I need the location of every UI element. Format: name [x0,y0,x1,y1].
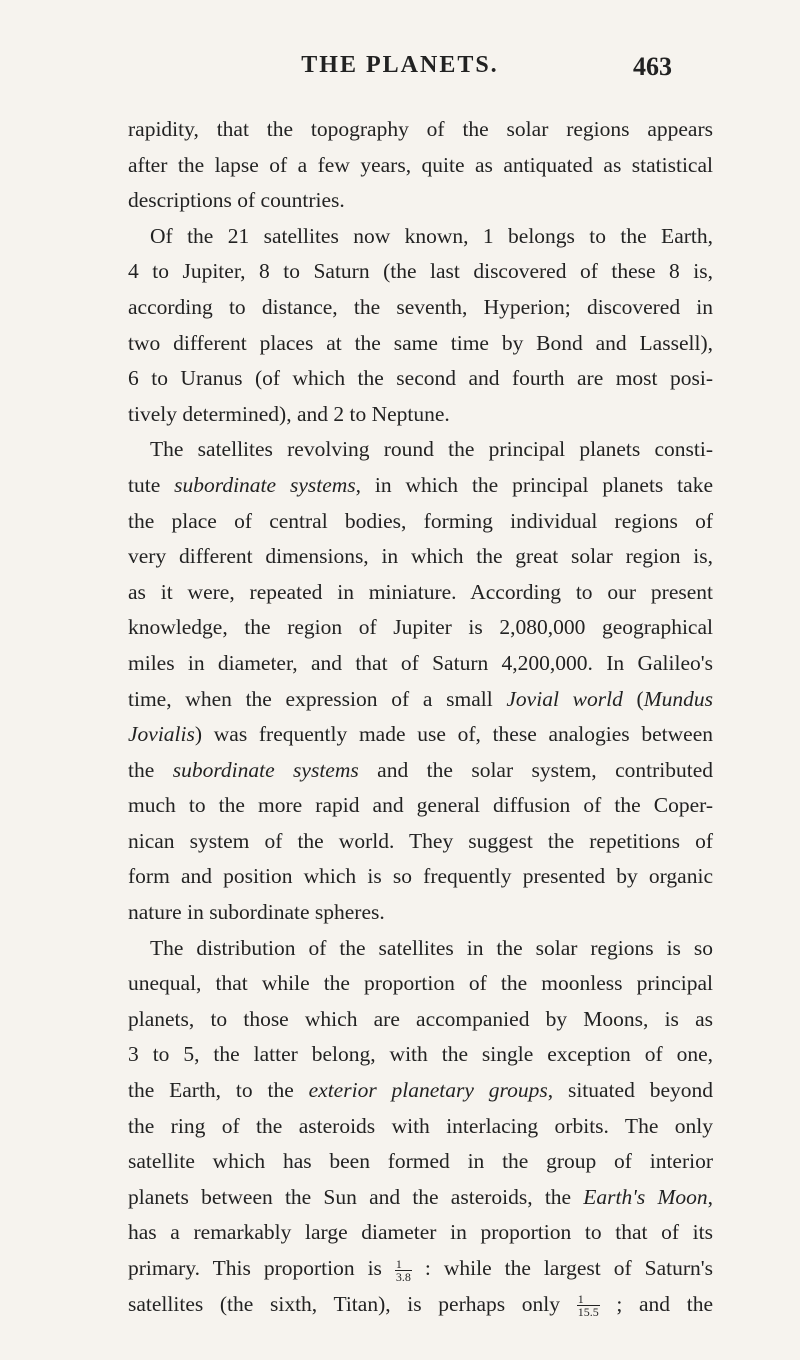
text-line: as it were, repeated in miniature. According to our present [128,579,713,604]
page-number: 463 [633,52,672,81]
text-line: tute subordinate systems, in which the principal planets take [128,472,713,497]
text-line: according to distance, the seventh, Hyperion; discovered in [128,294,713,319]
text-line: unequal, that while the proportion of the moonless principal [128,971,713,996]
text-line: planets between the Sun and the asteroids, the Earth's Moon, [128,1184,713,1209]
fraction-numerator: 1 [577,1293,600,1306]
text-line-with-fraction [128,1251,713,1287]
text-line: Of the 21 satellites now known, 1 belongs to the Earth, [150,223,713,248]
text-line: miles in diameter, and that of Saturn 4,200,000. In Galileo's [128,650,713,675]
text-line: The satellites revolving round the principal planets consti- [150,437,713,462]
text-line: 3 to 5, the latter belong, with the single exception of one, [128,1042,713,1067]
text-segment: satellites (the sixth, Titan), is perhaps only [128,1291,561,1316]
page-header [0,52,800,92]
fraction-titan [577,1293,600,1318]
text-line: time, when the expression of a small Jovial world (Mundus [128,686,713,711]
text-line: much to the more rapid and general diffusion of the Coper- [128,793,713,818]
text-line: the place of central bodies, forming individual regions of [128,508,713,533]
running-title: THE PLANETS. [301,52,499,78]
paragraph-3 [128,432,713,930]
paragraph-2 [128,219,713,433]
fraction-denominator: 15.5 [577,1305,599,1320]
text-line: Jovialis) was frequently made use of, these analogies between [128,722,713,747]
text-line: The distribution of the satellites in the solar regions is so [150,935,713,960]
text-line: 6 to Uranus (of which the second and fourth are most posi- [128,366,713,391]
text-line: tively determined), and 2 to Neptune. [128,401,450,426]
text-line: nican system of the world. They suggest the repetitions of [128,828,713,853]
text-line: has a remarkably large diameter in proportion to that of its [128,1220,713,1245]
text-line: descriptions of countries. [128,188,345,213]
paragraph-1 [128,112,713,219]
text-segment: ; and the [616,1291,713,1316]
text-line: planets, to those which are accompanied by Moons, is as [128,1006,713,1031]
text-line: 4 to Jupiter, 8 to Saturn (the last discovered of these 8 is, [128,259,713,284]
text-segment: primary. This proportion is [128,1256,382,1280]
paragraph-4 [128,931,713,1323]
text-line: satellite which has been formed in the group of interior [128,1149,713,1174]
fraction-moon [395,1258,412,1283]
text-segment: : while the largest of Saturn's [424,1256,713,1280]
fraction-denominator: 3.8 [395,1269,411,1284]
text-line: the subordinate systems and the solar system, contributed [128,757,713,782]
fraction-numerator: 1 [395,1258,412,1271]
text-line: after the lapse of a few years, quite as antiquated as statistical [128,152,713,177]
text-line: the ring of the asteroids with interlacing orbits. The only [128,1113,713,1138]
text-line: very different dimensions, in which the great solar region is, [128,544,713,569]
body-text [128,112,713,1322]
text-line: the Earth, to the exterior planetary groups, situated beyond [128,1078,713,1103]
text-line-with-fraction [128,1287,713,1323]
text-line: nature in subordinate spheres. [128,900,385,925]
text-line: form and position which is so frequently presented by organic [128,864,713,889]
text-line: two different places at the same time by Bond and Lassell), [128,330,713,355]
text-line: knowledge, the region of Jupiter is 2,080,000 geographical [128,615,713,640]
text-line: rapidity, that the topography of the solar regions appears [128,117,713,141]
